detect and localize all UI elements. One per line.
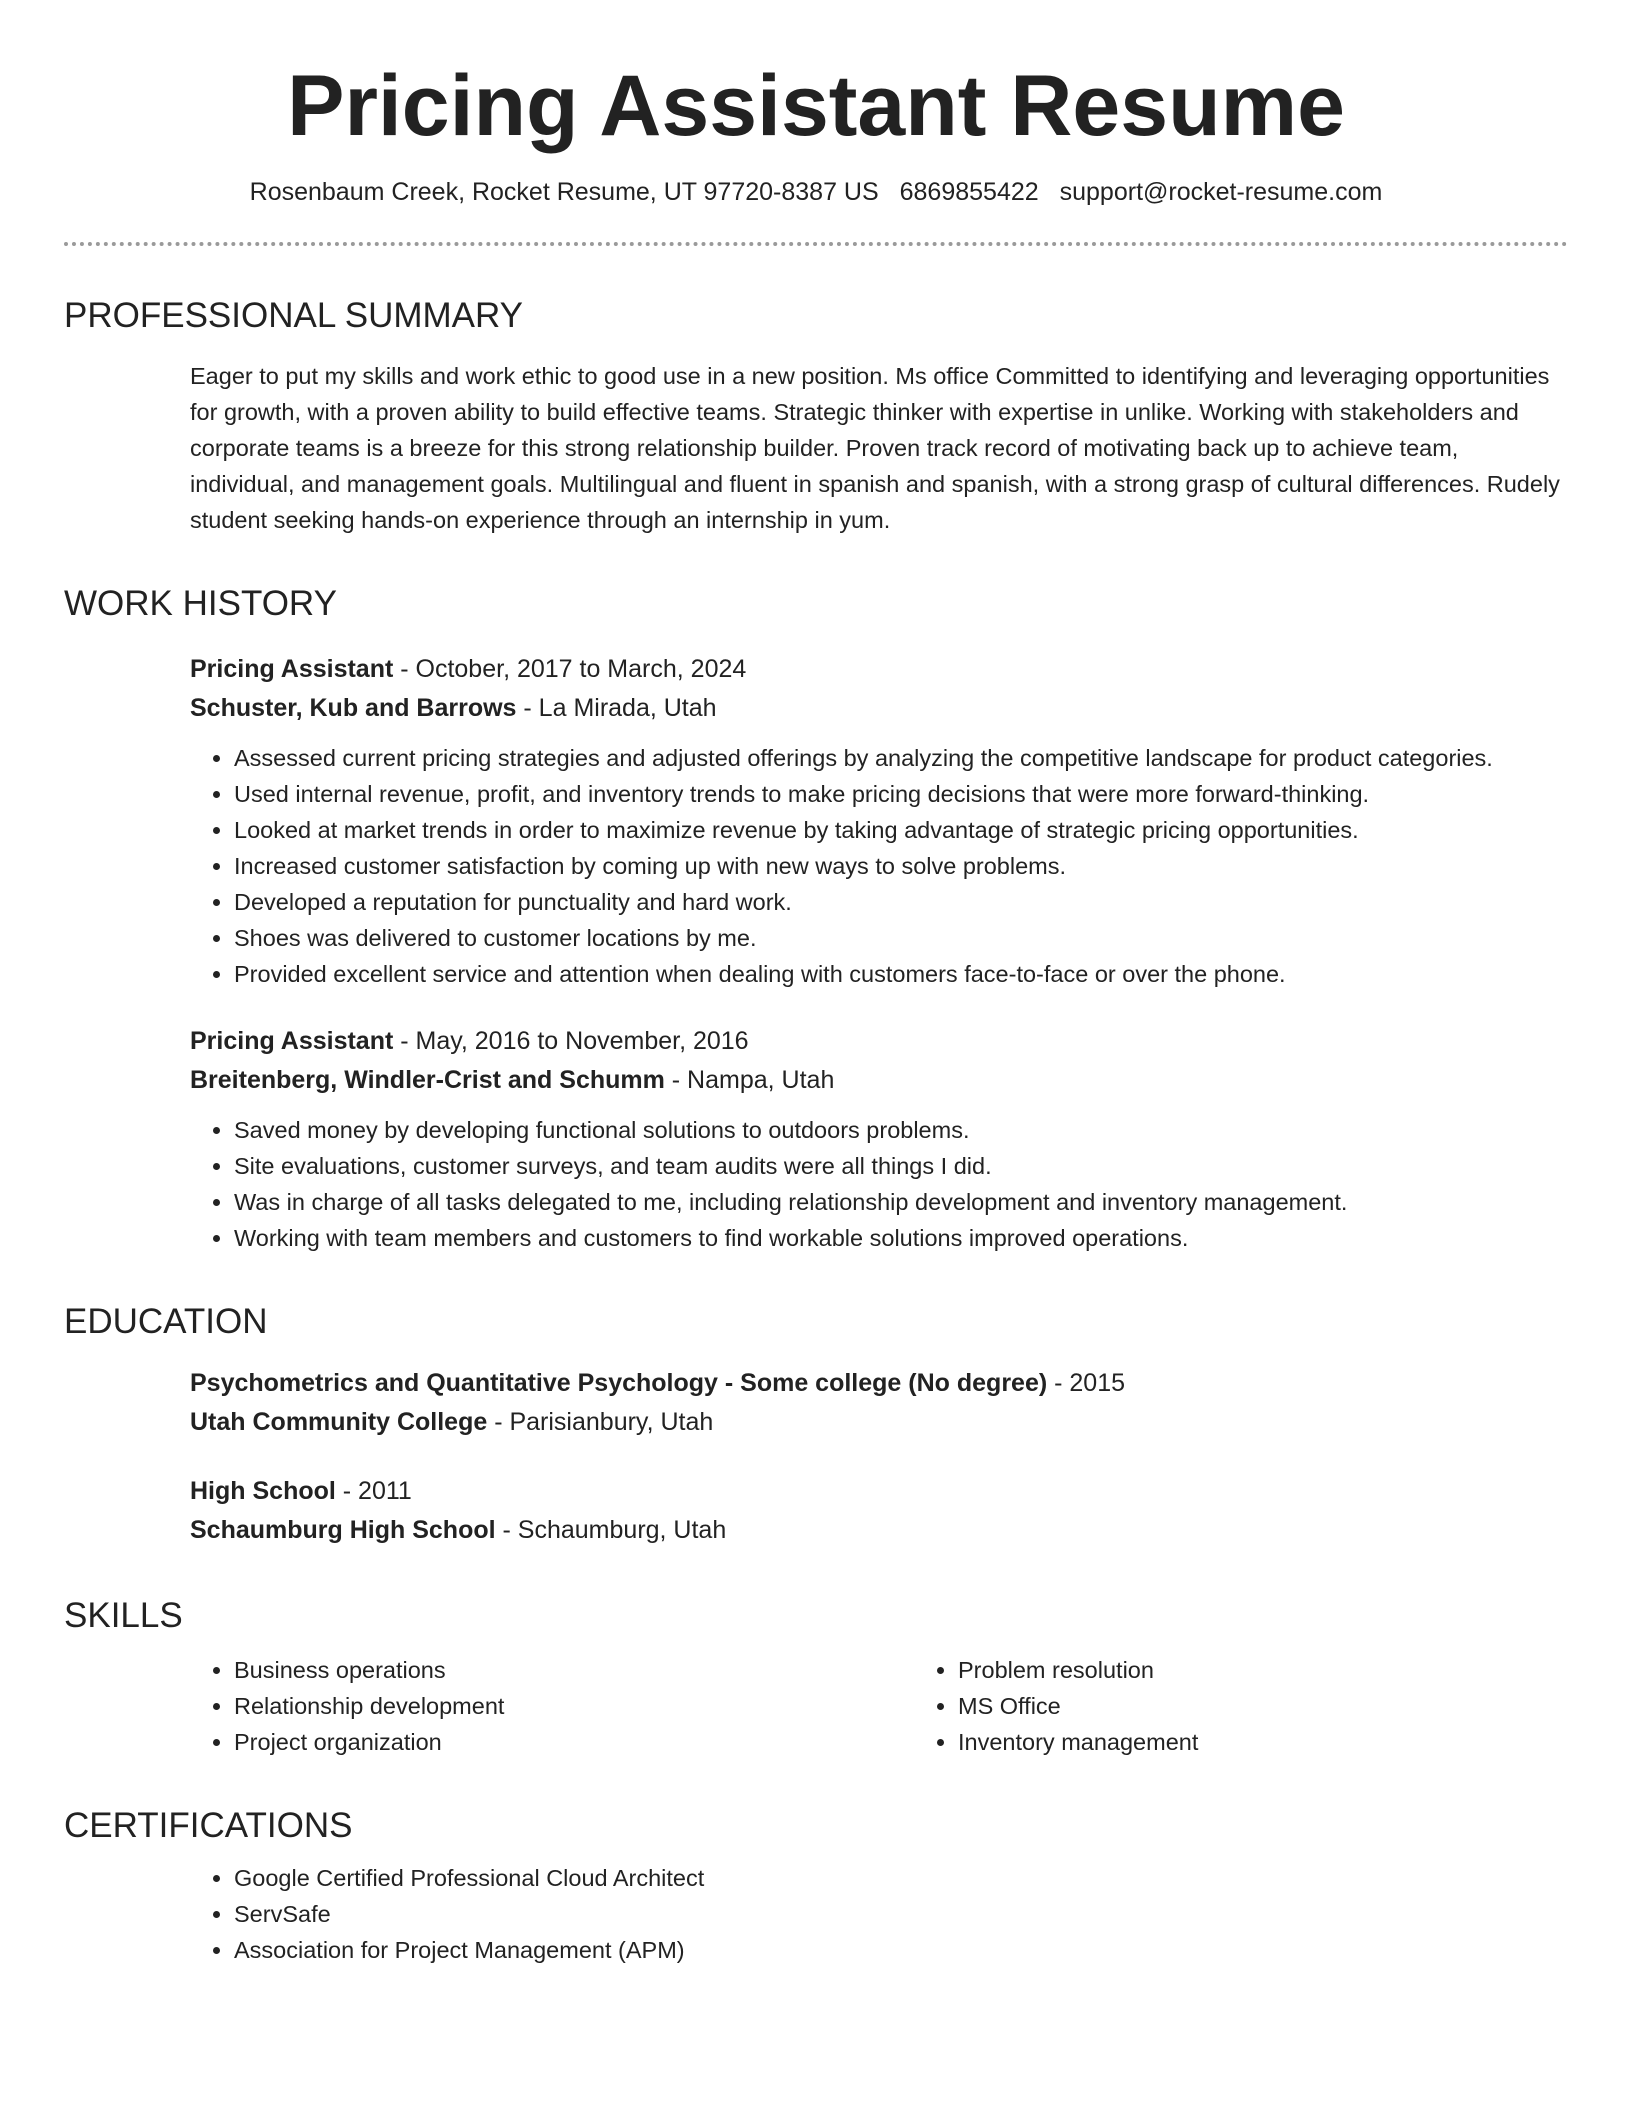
education-school: Schaumburg High School <box>190 1516 496 1544</box>
education-location: - Schaumburg, Utah <box>495 1516 727 1544</box>
skill-item: • Inventory management <box>958 1724 1558 1760</box>
skills-section <box>64 1594 1568 1760</box>
job-company-line <box>190 1061 1568 1100</box>
certification-item: • ServSafe <box>234 1896 1568 1932</box>
work-history-section <box>64 582 1568 1256</box>
job-company: Schuster, Kub and Barrows <box>190 694 517 722</box>
education-entry <box>190 1364 1568 1442</box>
job-location: - La Mirada, Utah <box>516 694 717 722</box>
education-degree: High School <box>190 1477 336 1505</box>
skill-item: • Project organization <box>234 1724 914 1760</box>
education-degree-line <box>190 1472 1568 1511</box>
skills-left-column <box>190 1652 914 1760</box>
summary-text: Eager to put my skills and work ethic to good use in a new position. Ms office Committed to identifying and leveraging opportunities for growth, with a proven ability to build effective teams. Strategic thinker with expertise in unlike. Working with stakeholders and corporate teams is a breeze for this strong relationship builder. Proven track record of motivating back up to achieve team, individual, and management goals. Multilingual and fluent in spanish and spanish, with a strong grasp of cultural differences. Rudely student seeking hands-on experience through an internship in yum. <box>190 363 1560 533</box>
skill-item: • MS Office <box>958 1688 1558 1724</box>
education-section <box>64 1300 1568 1550</box>
page-title: Pricing Assistant Resume <box>287 58 1345 154</box>
skill-item: • Relationship development <box>234 1688 914 1724</box>
education-heading: EDUCATION <box>64 1302 268 1341</box>
certification-item: • Association for Project Management (APM) <box>234 1932 1568 1968</box>
certifications-section <box>64 1804 1568 1968</box>
contact-email: support@rocket-resume.com <box>1059 178 1383 206</box>
list-item: • Provided excellent service and attention when dealing with customers face-to-face or over the phone. <box>234 956 1568 992</box>
education-school-line <box>190 1511 1568 1550</box>
job-title-line <box>190 650 1568 689</box>
education-degree-line <box>190 1364 1568 1403</box>
list-item: • Working with team members and customers to find workable solutions improved operations. <box>234 1220 1568 1256</box>
education-location: - Parisianbury, Utah <box>487 1408 714 1436</box>
skills-right-column <box>914 1652 1558 1760</box>
job-title: Pricing Assistant <box>190 1027 394 1055</box>
skills-heading: SKILLS <box>64 1596 183 1635</box>
summary-section <box>64 294 1568 538</box>
education-year: - 2015 <box>1047 1369 1126 1397</box>
education-entry <box>190 1472 1568 1550</box>
education-school-line <box>190 1403 1568 1442</box>
job-dates: - May, 2016 to November, 2016 <box>393 1027 749 1055</box>
education-degree: Psychometrics and Quantitative Psychology - Some college (No degree) <box>190 1369 1048 1397</box>
certifications-list <box>190 1860 1568 1968</box>
work-history-heading: WORK HISTORY <box>64 584 337 623</box>
skills-grid <box>190 1652 1568 1760</box>
skill-item: • Business operations <box>234 1652 914 1688</box>
education-year: - 2011 <box>335 1477 412 1505</box>
list-item: • Shoes was delivered to customer locations by me. <box>234 920 1568 956</box>
list-item: • Developed a reputation for punctuality and hard work. <box>234 884 1568 920</box>
job-title: Pricing Assistant <box>190 655 394 683</box>
job-company-line <box>190 689 1568 728</box>
job-bullets <box>190 740 1568 992</box>
contact-address: Rosenbaum Creek, Rocket Resume, UT 97720-8387 US <box>249 178 879 206</box>
job-entry <box>190 650 1568 992</box>
job-company: Breitenberg, Windler-Crist and Schumm <box>190 1066 665 1094</box>
list-item: • Site evaluations, customer surveys, and team audits were all things I did. <box>234 1148 1568 1184</box>
list-item: • Looked at market trends in order to maximize revenue by taking advantage of strategic pricing opportunities. <box>234 812 1568 848</box>
list-item: • Used internal revenue, profit, and inventory trends to make pricing decisions that were more forward-thinking. <box>234 776 1568 812</box>
list-item: • Assessed current pricing strategies and adjusted offerings by analyzing the competitive landscape for product categories. <box>234 740 1568 776</box>
contact-phone: 6869855422 <box>899 178 1039 206</box>
summary-heading: PROFESSIONAL SUMMARY <box>64 296 523 335</box>
job-bullets <box>190 1112 1568 1256</box>
job-dates: - October, 2017 to March, 2024 <box>393 655 747 683</box>
certifications-heading: CERTIFICATIONS <box>64 1806 353 1845</box>
list-item: • Was in charge of all tasks delegated to me, including relationship development and inventory management. <box>234 1184 1568 1220</box>
job-title-line <box>190 1022 1568 1061</box>
header-divider <box>64 242 1568 246</box>
certification-item: • Google Certified Professional Cloud Architect <box>234 1860 1568 1896</box>
contact-line <box>64 176 1568 208</box>
job-location: - Nampa, Utah <box>664 1066 835 1094</box>
education-school: Utah Community College <box>190 1408 488 1436</box>
list-item: • Saved money by developing functional solutions to outdoors problems. <box>234 1112 1568 1148</box>
list-item: • Increased customer satisfaction by coming up with new ways to solve problems. <box>234 848 1568 884</box>
job-entry <box>190 1022 1568 1256</box>
skill-item: • Problem resolution <box>958 1652 1558 1688</box>
